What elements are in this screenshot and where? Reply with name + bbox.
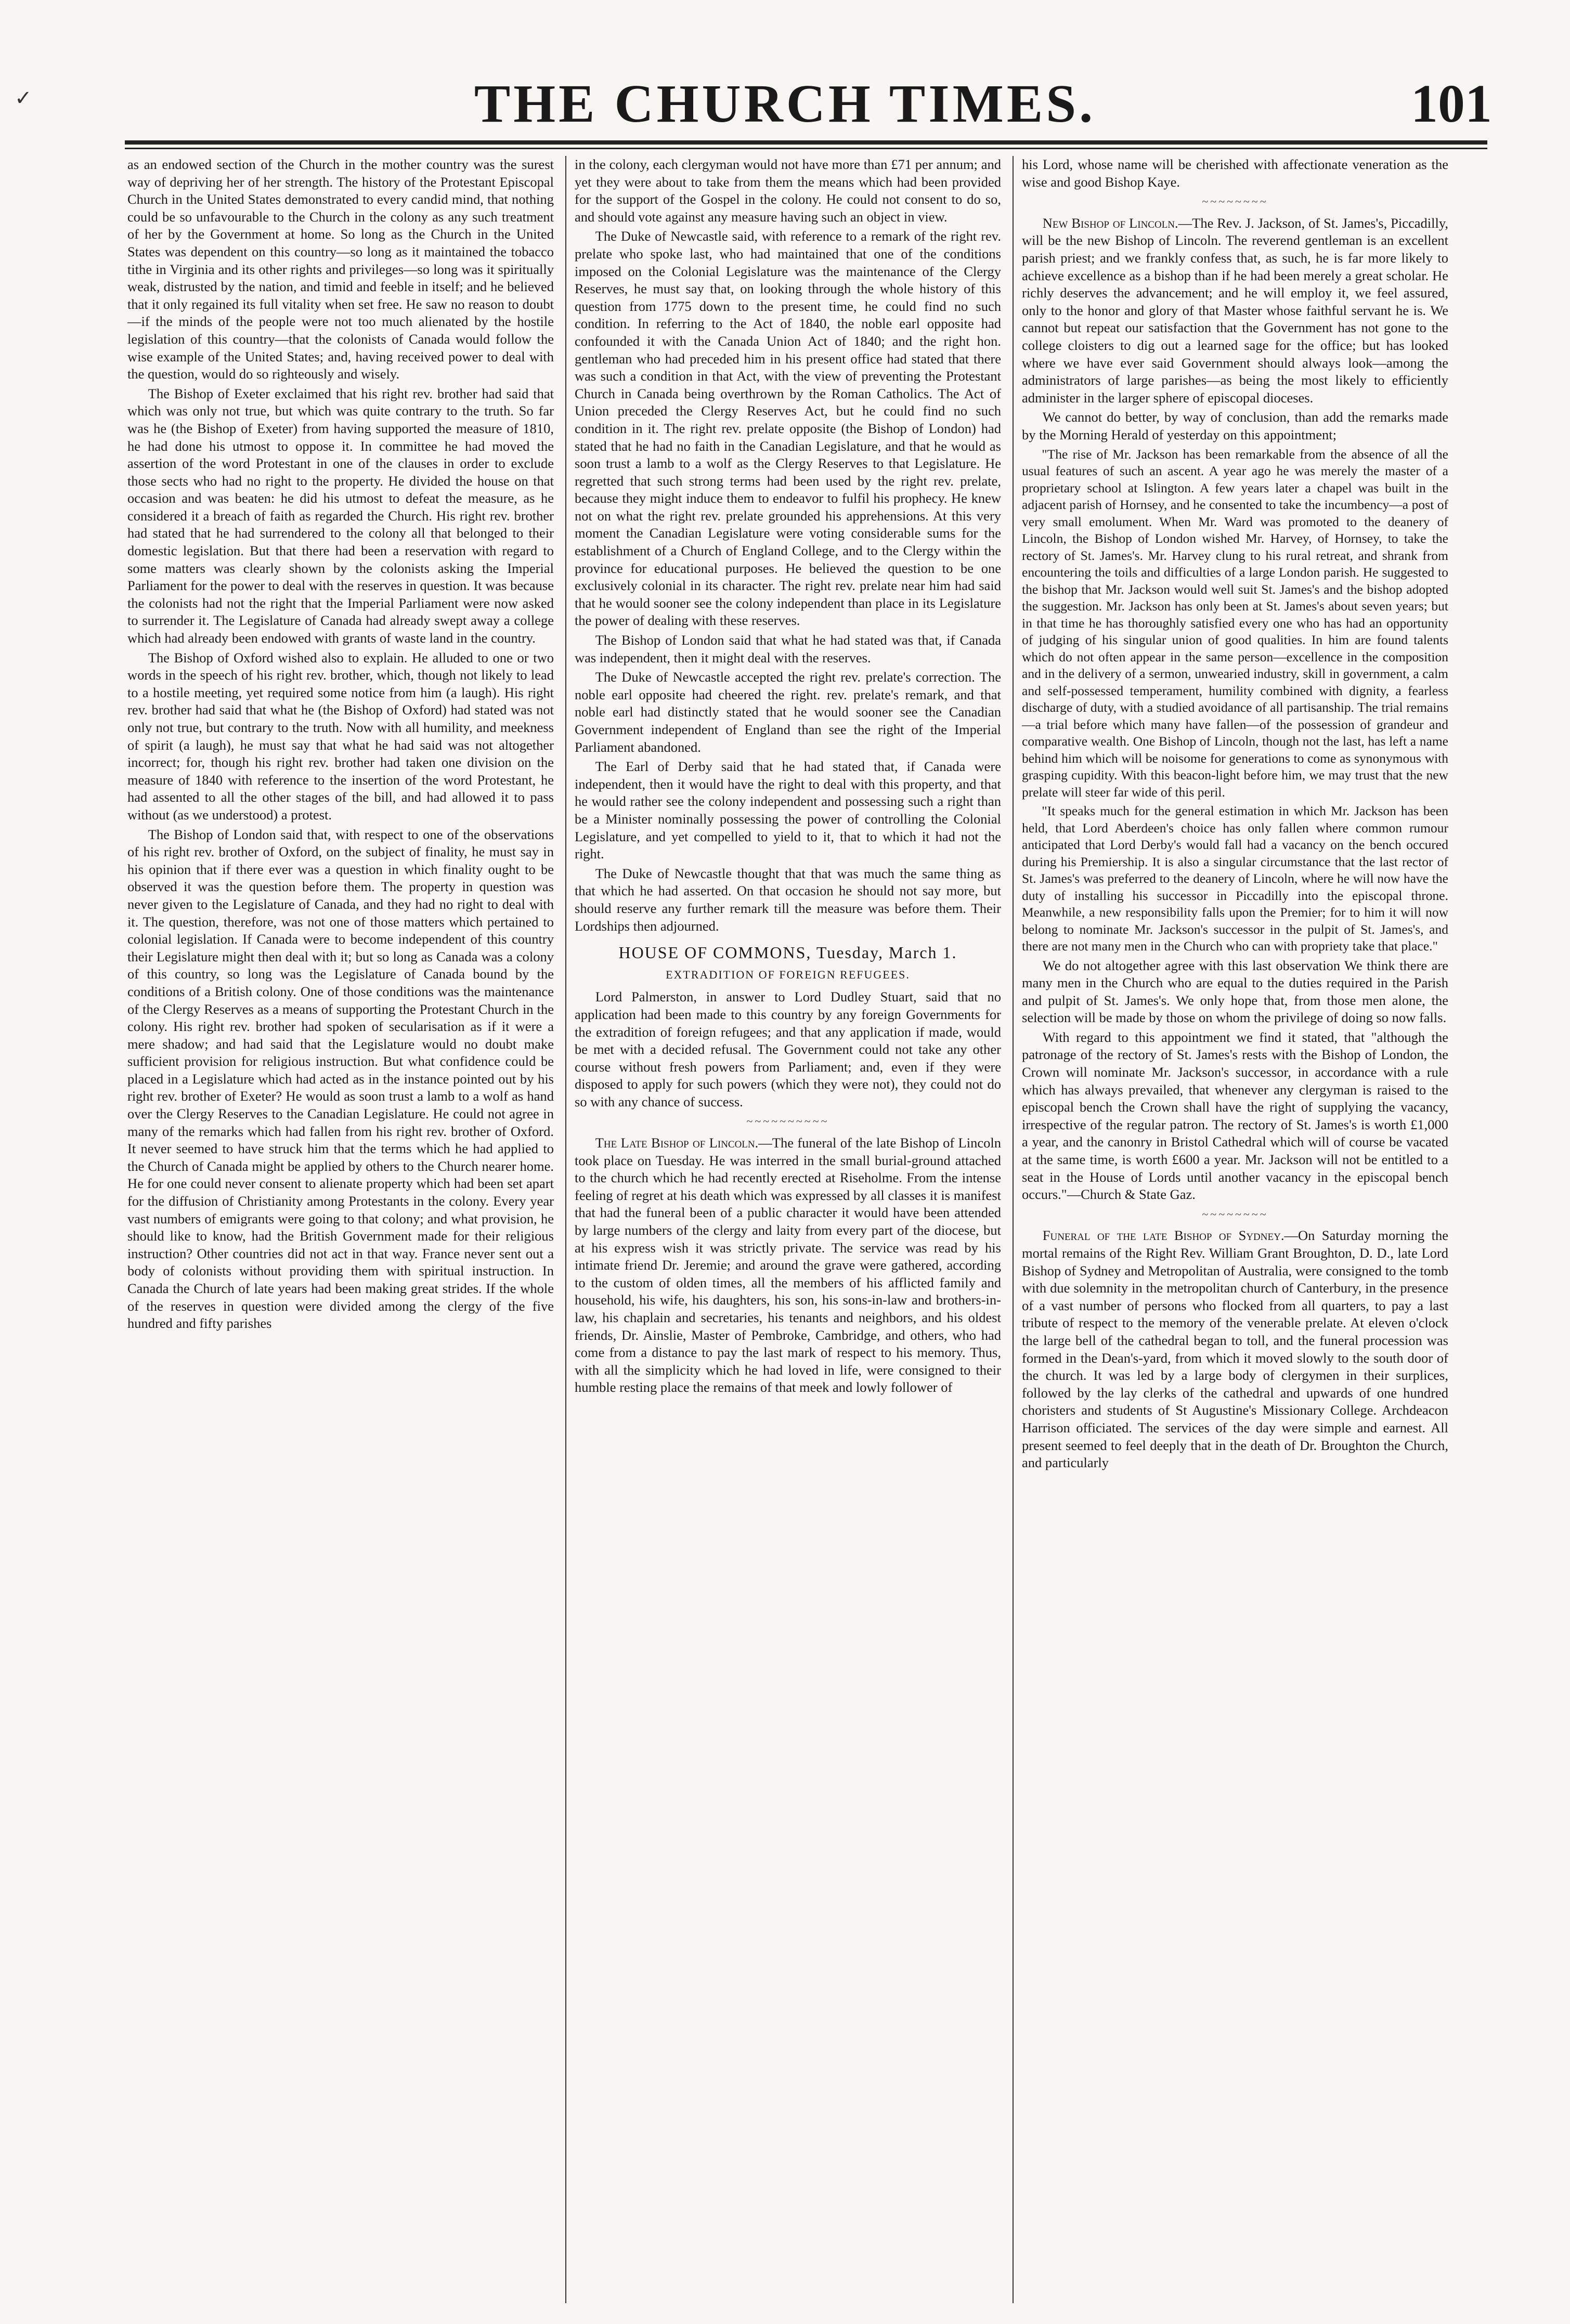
paragraph: The Duke of Newcastle thought that that was much the same thing as that which he had asserted. On that occasion he should not say more, but should reserve any further remark till the measure was before them. Their Lordships then adjourned.: [575, 865, 1001, 934]
paragraph: The Earl of Derby said that he had stated that, if Canada were independent, then it would have the right to deal with this property, and that he would rather see the colony independent and possessing such a right than be a Minister nominally possessing the power of controlling the Colonial Legislature, and yet compelled to yield to it, that to which it had not the right.: [575, 759, 1001, 862]
paragraph: as an endowed section of the Church in the mother country was the surest way of depriving her of her strength. The history of the Protestant Episcopal Church in the United States demonstrated to every candid mind, that nothing could be so unfavourable to the Church in the colony as any such treatment of her by the Government at home. So long as the Church in the United States was dependent on this country—so long as it maintained the tobacco tithe in Virginia and its other rights and privileges—so long was it spiritually weak, distrusted by the nation, and timid and feeble in itself; and he believed that it only regained its full vitality when set free. He saw no reason to doubt—if the minds of the people were not too much alienated by the hostile legislation of this country—that the colonists of Canada would follow the wise example of the United States; and, having received power to deal with the question, would do so righteously and wisely.: [127, 156, 554, 382]
quoted-paragraph: "The rise of Mr. Jackson has been remarkable from the absence of all the usual features of such an ascent. A year ago he was merely the master of a proprietary school at Islington. A few years later a chapel was built in the adjacent parish of Hornsey, and he consented to take the incumbency—a post of very small emolument. When Mr. Ward was promoted to the deanery of Lincoln, the Bishop of London wished Mr. Harvey, of Hornsey, to take the rectory of St. James's. Mr. Harvey clung to his rural retreat, and shrank from encountering the toils and difficulties of a large London parish. He suggested to the bishop that Mr. Jackson would well suit St. James's and the bishop adopted the suggestion. Mr. Jackson has only been at St. James's about seven years; but in that time he has thoroughly satisfied every one who has had an opportunity of judging of his singular union of good qualities. In him are found talents which do not often appear in the same person—excellence in the composition and in the delivery of a sermon, unwearied industry, skill in government, a calm and self-possessed temperament, humility combined with dignity, a fearless discharge of duty, with a studied avoidance of all partisanship. The trial remains—a trial before which many have fallen—of the possession of grandeur and comparative wealth. One Bishop of Lincoln, though not the last, has left a name behind him which will be noisome for generations to come as synonymous with grasping cupidity. With this beacon-light before him, we may trust that the new prelate will steer far wide of this peril.: [1022, 446, 1448, 800]
page-number: 101: [1411, 74, 1492, 134]
article-paragraph: [575, 1134, 1001, 1396]
column-1: [127, 156, 554, 2303]
paragraph: The Duke of Newcastle accepted the right rev. prelate's correction. The noble earl opposite had cheered the right. rev. prelate's remark, and that noble earl had distinctly stated that he would sooner see the Canadian Government independent of England than see the right of the Imperial Parliament abandoned.: [575, 669, 1001, 755]
section-heading: HOUSE OF COMMONS, Tuesday, March 1.: [618, 943, 957, 962]
paragraph: The Bishop of Exeter exclaimed that his right rev. brother had said that which was only not true, but which was quite contrary to the truth. So far was he (the Bishop of Exeter) from having supported the measure of 1810, he had done his utmost to oppose it. In committee he had moved the assertion of the word Protestant in one of the clauses in order to exclude those sects who had no right to the property. He divided the house on that occasion and was beaten: he did his utmost to defeat the measure, as he considered it a breach of faith as regarded the Church. His right rev. brother had stated that he had surrendered to the colony all that belonged to their domestic legislation. But that there had been a reservation with regard to some matters was clearly shown by the colonists asking the Imperial Parliament for the power to deal with the reserves in question. It was because the colonists had not the right that the Imperial Parliament were now asked to surrender it. The Legislature of Canada had already swept away a college which had already been endowed with grants of waste land in the country.: [127, 385, 554, 646]
header-rule: [125, 140, 1487, 145]
paragraph: The Duke of Newcastle said, with reference to a remark of the right rev. prelate who spoke last, who had maintained that one of the conditions imposed on the Colonial Legislature was the maintenance of the Clergy Reserves, he must say that, on looking through the whole history of this question from 1775 down to the present time, he could find no such condition. In referring to the Act of 1840, the noble earl opposite had confounded it with the Canada Union Act of 1840; and the right hon. gentleman who had preceded him in his present office had stated that there was such a condition in that Act, with the view of preventing the Protestant Church in Canada being overthrown by the Roman Catholics. The Act of Union preceded the Clergy Reserves Act, but he could find no such condition in it. The right rev. prelate opposite (the Bishop of London) had stated that he had no faith in the Canadian Legislature, and that he would as soon trust a lamb to a wolf as the Clergy Reserves to that Legislature. He regretted that such strong terms had been used by the right rev. prelate, because they might induce them to endeavor to fulfil his prophecy. He knew not on what the right rev. prelate grounded his apprehensions. At this very moment the Canadian Legislature were voting considerable sums for the establishment of a Church of England College, and to the Clergy within the province for educational purposes. He believed the question to be one exclusively colonial in its character. The right rev. prelate near him had said that he would sooner see the colony independent than place in its Legislature the power of dealing with these reserves.: [575, 228, 1001, 629]
article-lead: Funeral of the late Bishop of Sydney.: [1042, 1228, 1284, 1244]
page-title: THE CHURCH TIMES.: [474, 74, 1096, 134]
paragraph: We do not altogether agree with this last observation We think there are many men in the Church who are equal to the duties required in the Parish and pulpit of St. James's. We only hope that, from those men alone, the selection will be made by those on whom the privilege of doing so now falls.: [1022, 957, 1448, 1026]
header-rule-thin: [125, 148, 1487, 149]
article-lead: The Late Bishop of Lincoln.: [595, 1135, 759, 1151]
article-text: —On Saturday morning the mortal remains of the Right Rev. William Grant Broughton, D. D., late Lord Bishop of Sydney and Metropolitan of Australia, were consigned to the tomb with due solemnity in the metropolitan church of Canterbury, in the presence of a vast number of persons who flocked from all quarters, to pay a last tribute of respect to the memory of the venerable prelate. At eleven o'clock the large bell of the cathedral began to toll, and the funeral procession was formed in the Dean's-yard, from which it moved slowly to the south door of the church. It was led by a large body of clergymen in their surplices, followed by the lay clerks of the cathedral and upwards of one hundred choristers and students of St Augustine's Missionary College. Archdeacon Harrison officiated. The services of the day were simple and earnest. All present seemed to feel deeply that in the death of Dr. Broughton the Church, and particularly: [1022, 1228, 1448, 1471]
paragraph: With regard to this appointment we find it stated, that "although the patronage of the rectory of St. James's rests with the Bishop of London, the Crown will nominate Mr. Jackson's successor, in accordance with a rule which has always prevailed, that whenever any clergyman is raised to the episcopal bench the Crown shall have the right of supplying the vacancy, irrespective of the regular patron. The rectory of St. James's is worth £1,000 a year, and the canonry in Bristol Cathedral which will of course be vacated at the same time, is worth £600 a year. Mr. Jackson will not be entitled to a seat in the House of Lords until another vacancy in the episcopal bench occurs."—Church & State Gaz.: [1022, 1029, 1448, 1203]
paragraph: in the colony, each clergyman would not have more than £71 per annum; and yet they were about to take from them the means which had been provided for the support of the Gospel in the colony. He could not consent to do so, and should vote against any measure having such an object in view.: [575, 156, 1001, 225]
article-text: —The funeral of the late Bishop of Lincoln took place on Tuesday. He was interred in the small burial-ground attached to the church which he had recently erected at Riseholme. From the intense feeling of regret at his death which was expressed by all classes it is manifest that had the funeral been of a public character it would have been attended by large numbers of the clergy and laity from every part of the diocese, but at his express wish it was strictly private. The service was read by his intimate friend Dr. Jeremie; and around the grave were gathered, according to the custom of olden times, all the members of his afflicted family and household, his wife, his daughters, his son, his sons-in-law and brothers-in-law, his chaplain and secretaries, his tenants and neighbors, and his oldest friends, Dr. Ainslie, Master of Pembroke, Cambridge, and others, who had come from a distance to pay the last mark of respect to his memory. Thus, with all the simplicity which he had loved in life, were consigned to their humble resting place the remains of that meek and lowly follower of: [575, 1135, 1001, 1395]
article-paragraph: [1022, 1227, 1448, 1471]
separator: ~~~~~~~~: [1202, 1207, 1268, 1221]
margin-mark: ✓: [15, 86, 32, 110]
paragraph: We cannot do better, by way of conclusion, than add the remarks made by the Morning Herald of yesterday on this appointment;: [1022, 409, 1448, 442]
subsection-heading: EXTRADITION OF FOREIGN REFUGEES.: [666, 968, 910, 981]
paragraph: The Bishop of Oxford wished also to explain. He alluded to one or two words in the speech of his right rev. brother, which, though not likely to lead to a hostile meeting, yet required some notice from him (a laugh). His right rev. brother had said that what he (the Bishop of Oxford) had stated was not only not true, but contrary to the truth. Now with all humility, and meekness of spirit (a laugh), he must say that what he had said was not altogether incorrect; for, though his right rev. brother had taken one division on the measure of 1840 with reference to the insertion of the word Protestant, he had assented to all the other stages of the bill, and had allowed it to pass without (as we understood) a protest.: [127, 649, 554, 822]
quoted-paragraph: "It speaks much for the general estimation in which Mr. Jackson has been held, that Lord Aberdeen's choice has only fallen where common rumour anticipated that Lord Derby's would fall had a vacancy on the bench occured during his Premiership. It is also a singular circumstance that the last rector of St. James's was preferred to the deanery of Lincoln, where he will now have the duty of installing his successor in Piccadilly into the episcopal throne. Meanwhile, a new responsibility falls upon the Premier; for to him it will now belong to nominate Mr. Jackson's successor in the pulpit of St. James's, and there are not many men in the Church who can with propriety take that place.": [1022, 803, 1448, 954]
column-divider: [565, 156, 566, 2303]
paragraph: his Lord, whose name will be cherished with affectionate veneration as the wise and good Bishop Kaye.: [1022, 156, 1448, 190]
paragraph: The Bishop of London said that, with respect to one of the observations of his right rev. brother of Oxford, on the subject of finality, he must say in his opinion that if there ever was a question in which finality ought to be observed it was the question before them. The property in question was never given to the Legislature of Canada, and they had no right to deal with it. The question, therefore, was not one of those matters which pertained to colonial legislation. If Canada were to become independent of this country their Legislature might then deal with it; but so long as Canada was a colony of this country, so long was the Legislature of Canada bound by the conditions of a British colony. One of those conditions was the maintenance of the Clergy Reserves as a means of supporting the Protestant Church in the colony. His right rev. brother had spoken of secularisation as if it were a mere shadow; and had said that the Legislature would no doubt make sufficient provision for religious instruction. But what confidence could be placed in a Legislature which had acted as in the instance pointed out by his right rev. brother of Exeter? He would as soon trust a lamb to a wolf as hand over the Clergy Reserves to the Canadian Legislature. He could not agree in many of the remarks which had fallen from his right rev. brother of Oxford. It never seemed to have struck him that the terms which he had applied to the Church of Canada might be applied by others to the Church nearer home. He for one could never consent to alienate property which had been set apart for the diffusion of Christianity among Protestants in the colony. Every year vast numbers of emigrants were going to that colony; and what provision, he should like to know, had the British Government made for their religious instruction? Other countries did not act in that way. France never sent out a body of colonists without providing them with spiritual instruction. In Canada the Church of late years had been making great strides. If the whole of the reserves in question were divided among the clergy of the five hundred and fifty parishes: [127, 826, 554, 1331]
separator: ~~~~~~~~~~: [746, 1115, 829, 1128]
separator: ~~~~~~~~: [1202, 195, 1268, 208]
paragraph: The Bishop of London said that what he had stated was that, if Canada was independent, then it might deal with the reserves.: [575, 632, 1001, 665]
column-3: [1022, 156, 1448, 2303]
paragraph: Lord Palmerston, in answer to Lord Dudley Stuart, said that no application had been made to this country by any foreign Governments for the extradition of foreign refugees; and that any application if made, would be met with a decided refusal. The Government could not take any other course without fresh powers from Parliament; and, even if they were disposed to apply for such powers (which they were not), they could not do so with any chance of success.: [575, 989, 1001, 1109]
column-divider: [1013, 156, 1014, 2303]
article-text: —The Rev. J. Jackson, of St. James's, Piccadilly, will be the new Bishop of Lincoln. The reverend gentleman is an excellent parish priest; and we frankly confess that, as such, he is far more likely to achieve excellence as a bishop than if he had been merely a great scholar. He richly deserves the advancement; and he will employ it, we feel assured, only to the honor and glory of that Master whose faithful servant he is. We cannot but repeat our satisfaction that the Government has not gone to the college cloisters to dig out a learned sage for the office; but has looked where we have ever said Government should always look—among the administrators of large parishes—as being the most likely to efficiently administer in the larger sphere of episcopal dioceses.: [1022, 215, 1448, 406]
column-2: [575, 156, 1001, 2303]
article-paragraph: [1022, 215, 1448, 407]
article-lead: New Bishop of Lincoln.: [1042, 215, 1178, 231]
